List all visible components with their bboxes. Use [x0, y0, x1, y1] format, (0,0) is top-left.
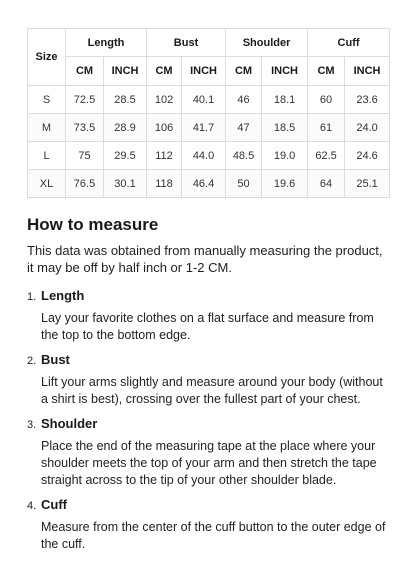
table-header-group-row [28, 29, 390, 57]
table-cell: 41.7 [182, 114, 226, 142]
step-heading [27, 287, 389, 306]
size-chart-container [27, 28, 389, 198]
table-cell: 29.5 [104, 142, 147, 170]
unit-header-cm: CM [147, 57, 182, 86]
size-cell: M [28, 114, 66, 142]
unit-header-cm: CM [66, 57, 104, 86]
unit-header-inch: INCH [345, 57, 390, 86]
unit-header-cm: CM [226, 57, 262, 86]
table-cell: 19.0 [262, 142, 308, 170]
cuff-group-header: Cuff [308, 29, 390, 57]
table-row [28, 114, 390, 142]
unit-header-cm: CM [308, 57, 345, 86]
section-title: How to measure [27, 215, 159, 234]
table-cell: 75 [66, 142, 104, 170]
size-column-header: Size [28, 29, 66, 86]
step-title: Length [41, 288, 85, 303]
step-number: 3. [27, 419, 37, 431]
step-number: 1. [27, 291, 37, 303]
step-number: 4. [27, 500, 37, 512]
size-cell: XL [28, 170, 66, 198]
table-cell: 46 [226, 86, 262, 114]
list-item [27, 415, 389, 489]
step-description: Measure from the center of the cuff button to the outer edge of the cuff. [41, 520, 386, 551]
table-row [28, 142, 390, 170]
table-cell: 40.1 [182, 86, 226, 114]
table-cell: 50 [226, 170, 262, 198]
list-item [27, 287, 389, 344]
step-title: Shoulder [41, 416, 98, 431]
table-cell: 46.4 [182, 170, 226, 198]
step-heading [27, 415, 389, 434]
table-cell: 44.0 [182, 142, 226, 170]
shoulder-group-header: Shoulder [226, 29, 308, 57]
bust-group-header: Bust [147, 29, 226, 57]
table-cell: 19.6 [262, 170, 308, 198]
size-cell: L [28, 142, 66, 170]
table-cell: 18.5 [262, 114, 308, 142]
table-cell: 28.5 [104, 86, 147, 114]
step-heading [27, 351, 389, 370]
table-header-unit-row [28, 57, 390, 86]
table-row [28, 86, 390, 114]
table-cell: 30.1 [104, 170, 147, 198]
table-cell: 106 [147, 114, 182, 142]
table-cell: 76.5 [66, 170, 104, 198]
table-cell: 28.9 [104, 114, 147, 142]
step-description: Lift your arms slightly and measure around your body (without a shirt is best), crossing over the fullest part of your chest. [41, 375, 383, 406]
table-cell: 47 [226, 114, 262, 142]
intro-text: This data was obtained from manually measuring the product, it may be off by half inch or 1-2 CM. [27, 243, 383, 275]
table-cell: 112 [147, 142, 182, 170]
step-description: Lay your favorite clothes on a flat surface and measure from the top to the bottom edge. [41, 311, 374, 342]
list-item [27, 496, 389, 553]
table-cell: 48.5 [226, 142, 262, 170]
table-cell: 18.1 [262, 86, 308, 114]
unit-header-inch: INCH [182, 57, 226, 86]
step-heading [27, 496, 389, 515]
table-cell: 64 [308, 170, 345, 198]
size-cell: S [28, 86, 66, 114]
list-item [27, 351, 389, 408]
length-group-header: Length [66, 29, 147, 57]
table-cell: 73.5 [66, 114, 104, 142]
unit-header-inch: INCH [104, 57, 147, 86]
table-cell: 23.6 [345, 86, 390, 114]
table-cell: 118 [147, 170, 182, 198]
how-to-measure-section [27, 214, 389, 560]
step-description: Place the end of the measuring tape at the place where your shoulder meets the top of your arm and then stretch the tape straight across to the tip of your other shoulder blade. [41, 439, 377, 487]
table-row [28, 170, 390, 198]
table-cell: 24.0 [345, 114, 390, 142]
table-cell: 61 [308, 114, 345, 142]
size-chart-table [27, 28, 390, 198]
table-cell: 62.5 [308, 142, 345, 170]
step-title: Bust [41, 352, 70, 367]
table-cell: 72.5 [66, 86, 104, 114]
step-number: 2. [27, 355, 37, 367]
step-title: Cuff [41, 497, 67, 512]
unit-header-inch: INCH [262, 57, 308, 86]
table-cell: 60 [308, 86, 345, 114]
table-cell: 25.1 [345, 170, 390, 198]
table-cell: 24.6 [345, 142, 390, 170]
table-cell: 102 [147, 86, 182, 114]
measure-steps-list [27, 287, 389, 553]
